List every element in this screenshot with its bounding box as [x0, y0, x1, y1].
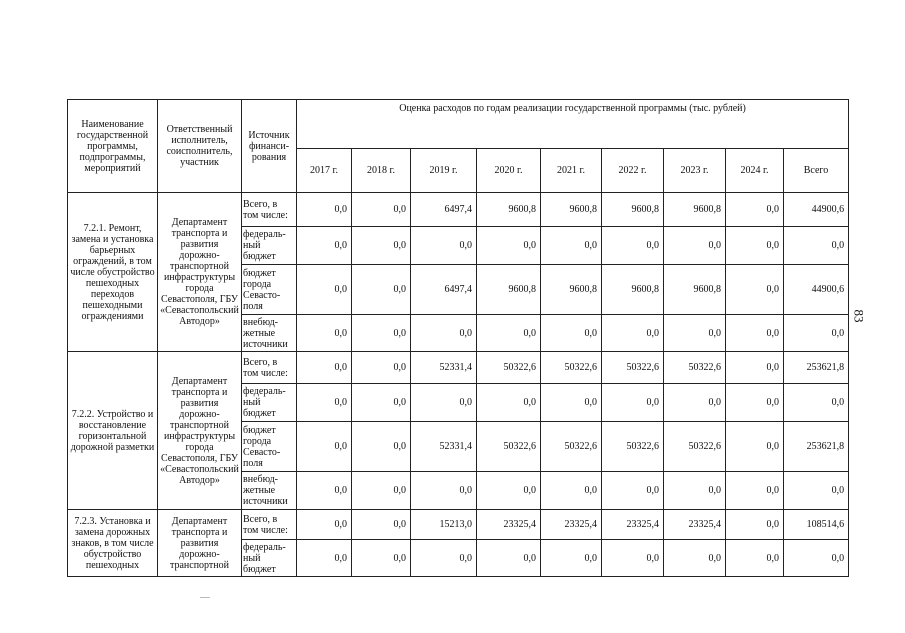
value-cell: 0,0	[352, 540, 411, 577]
header-year: 2018 г.	[352, 149, 411, 193]
measure-name: 7.2.1. Ремонт, замена и установка барьерных ограждений, в том числе обустройство пешеходных переходов пешеходными ограждениями	[68, 193, 158, 352]
header-year: 2020 г.	[477, 149, 541, 193]
value-cell: 0,0	[541, 472, 602, 510]
total-cell: 0,0	[784, 472, 849, 510]
responsible-executor: Департамент транспорта и развития дорожно-транспортной инфраструктуры города Севастополя, ГБУ «Севастопольский Автодор»	[158, 193, 242, 352]
value-cell: 0,0	[726, 472, 784, 510]
value-cell: 0,0	[726, 315, 784, 352]
value-cell: 0,0	[477, 315, 541, 352]
value-cell: 0,0	[602, 540, 664, 577]
value-cell: 0,0	[352, 227, 411, 265]
value-cell: 0,0	[726, 193, 784, 227]
total-cell: 0,0	[784, 384, 849, 422]
value-cell: 0,0	[541, 315, 602, 352]
value-cell: 9600,8	[477, 265, 541, 315]
funding-source: федераль-ный бюджет	[242, 384, 297, 422]
header-year: 2022 г.	[602, 149, 664, 193]
value-cell: 0,0	[352, 352, 411, 384]
header-source: Источник финанси-рования	[242, 100, 297, 193]
value-cell: 0,0	[726, 384, 784, 422]
value-cell: 0,0	[297, 227, 352, 265]
value-cell: 23325,4	[602, 510, 664, 540]
value-cell: 50322,6	[602, 422, 664, 472]
responsible-executor: Департамент транспорта и развития дорожно-транспортной инфраструктуры города Севастополя, ГБУ «Севастопольский Автодор»	[158, 352, 242, 510]
value-cell: 0,0	[352, 193, 411, 227]
header-year: 2021 г.	[541, 149, 602, 193]
total-cell: 253621,8	[784, 422, 849, 472]
value-cell: 0,0	[541, 227, 602, 265]
value-cell: 23325,4	[664, 510, 726, 540]
value-cell: 0,0	[477, 227, 541, 265]
value-cell: 0,0	[352, 422, 411, 472]
funding-source: федераль-ный бюджет	[242, 540, 297, 577]
value-cell: 9600,8	[541, 193, 602, 227]
value-cell: 23325,4	[477, 510, 541, 540]
value-cell: 6497,4	[411, 265, 477, 315]
value-cell: 0,0	[411, 315, 477, 352]
value-cell: 0,0	[726, 227, 784, 265]
value-cell: 0,0	[664, 315, 726, 352]
value-cell: 0,0	[477, 384, 541, 422]
value-cell: 0,0	[541, 384, 602, 422]
value-cell: 0,0	[411, 384, 477, 422]
value-cell: 0,0	[602, 384, 664, 422]
funding-source: бюджет города Севасто-поля	[242, 422, 297, 472]
value-cell: 0,0	[411, 227, 477, 265]
value-cell: 52331,4	[411, 352, 477, 384]
value-cell: 0,0	[726, 510, 784, 540]
value-cell: 9600,8	[664, 265, 726, 315]
value-cell: 0,0	[664, 472, 726, 510]
header-year: 2024 г.	[726, 149, 784, 193]
value-cell: 9600,8	[602, 193, 664, 227]
value-cell: 0,0	[477, 472, 541, 510]
scan-mark	[200, 597, 210, 598]
value-cell: 0,0	[352, 510, 411, 540]
header-name: Наименование государственной программы, подпрограммы, мероприятий	[68, 100, 158, 193]
value-cell: 0,0	[411, 540, 477, 577]
value-cell: 0,0	[297, 384, 352, 422]
value-cell: 50322,6	[541, 422, 602, 472]
value-cell: 0,0	[297, 193, 352, 227]
value-cell: 0,0	[602, 315, 664, 352]
total-cell: 253621,8	[784, 352, 849, 384]
value-cell: 0,0	[541, 540, 602, 577]
value-cell: 0,0	[297, 315, 352, 352]
value-cell: 0,0	[352, 384, 411, 422]
funding-source: внебюд-жетные источники	[242, 315, 297, 352]
value-cell: 9600,8	[477, 193, 541, 227]
responsible-executor: Департамент транспорта и развития дорожно-транспортной	[158, 510, 242, 577]
value-cell: 50322,6	[664, 352, 726, 384]
total-cell: 0,0	[784, 315, 849, 352]
value-cell: 0,0	[602, 472, 664, 510]
funding-source: федераль-ный бюджет	[242, 227, 297, 265]
value-cell: 0,0	[664, 227, 726, 265]
value-cell: 0,0	[297, 540, 352, 577]
value-cell: 0,0	[664, 384, 726, 422]
header-year: 2023 г.	[664, 149, 726, 193]
value-cell: 0,0	[297, 265, 352, 315]
value-cell: 0,0	[602, 227, 664, 265]
header-estimate: Оценка расходов по годам реализации государственной программы (тыс. рублей)	[297, 100, 849, 149]
header-total: Всего	[784, 149, 849, 193]
funding-source: Всего, в том числе:	[242, 510, 297, 540]
value-cell: 50322,6	[541, 352, 602, 384]
header-year: 2019 г.	[411, 149, 477, 193]
value-cell: 0,0	[726, 540, 784, 577]
value-cell: 0,0	[352, 472, 411, 510]
value-cell: 0,0	[297, 352, 352, 384]
value-cell: 9600,8	[541, 265, 602, 315]
total-cell: 108514,6	[784, 510, 849, 540]
value-cell: 6497,4	[411, 193, 477, 227]
value-cell: 0,0	[352, 315, 411, 352]
funding-source: Всего, в том числе:	[242, 193, 297, 227]
total-cell: 0,0	[784, 227, 849, 265]
value-cell: 50322,6	[664, 422, 726, 472]
funding-source: бюджет города Севасто-поля	[242, 265, 297, 315]
value-cell: 50322,6	[602, 352, 664, 384]
value-cell: 50322,6	[477, 422, 541, 472]
value-cell: 0,0	[297, 472, 352, 510]
value-cell: 9600,8	[664, 193, 726, 227]
budget-table	[67, 99, 849, 577]
funding-source: Всего, в том числе:	[242, 352, 297, 384]
value-cell: 9600,8	[602, 265, 664, 315]
value-cell: 52331,4	[411, 422, 477, 472]
value-cell: 0,0	[297, 422, 352, 472]
total-cell: 0,0	[784, 540, 849, 577]
value-cell: 0,0	[411, 472, 477, 510]
value-cell: 0,0	[726, 352, 784, 384]
measure-name: 7.2.3. Установка и замена дорожных знаков, в том числе обустройство пешеходных	[68, 510, 158, 577]
value-cell: 23325,4	[541, 510, 602, 540]
table-row	[68, 352, 849, 384]
table-row	[68, 193, 849, 227]
value-cell: 0,0	[297, 510, 352, 540]
header-responsible: Ответственный исполнитель, соисполнитель, участник	[158, 100, 242, 193]
value-cell: 15213,0	[411, 510, 477, 540]
value-cell: 50322,6	[477, 352, 541, 384]
funding-source: внебюд-жетные источники	[242, 472, 297, 510]
table-row	[68, 510, 849, 540]
value-cell: 0,0	[477, 540, 541, 577]
page-number: 83	[851, 309, 867, 323]
total-cell: 44900,6	[784, 265, 849, 315]
value-cell: 0,0	[352, 265, 411, 315]
value-cell: 0,0	[726, 422, 784, 472]
measure-name: 7.2.2. Устройство и восстановление горизонтальной дорожной разметки	[68, 352, 158, 510]
value-cell: 0,0	[726, 265, 784, 315]
value-cell: 0,0	[664, 540, 726, 577]
header-year: 2017 г.	[297, 149, 352, 193]
total-cell: 44900,6	[784, 193, 849, 227]
